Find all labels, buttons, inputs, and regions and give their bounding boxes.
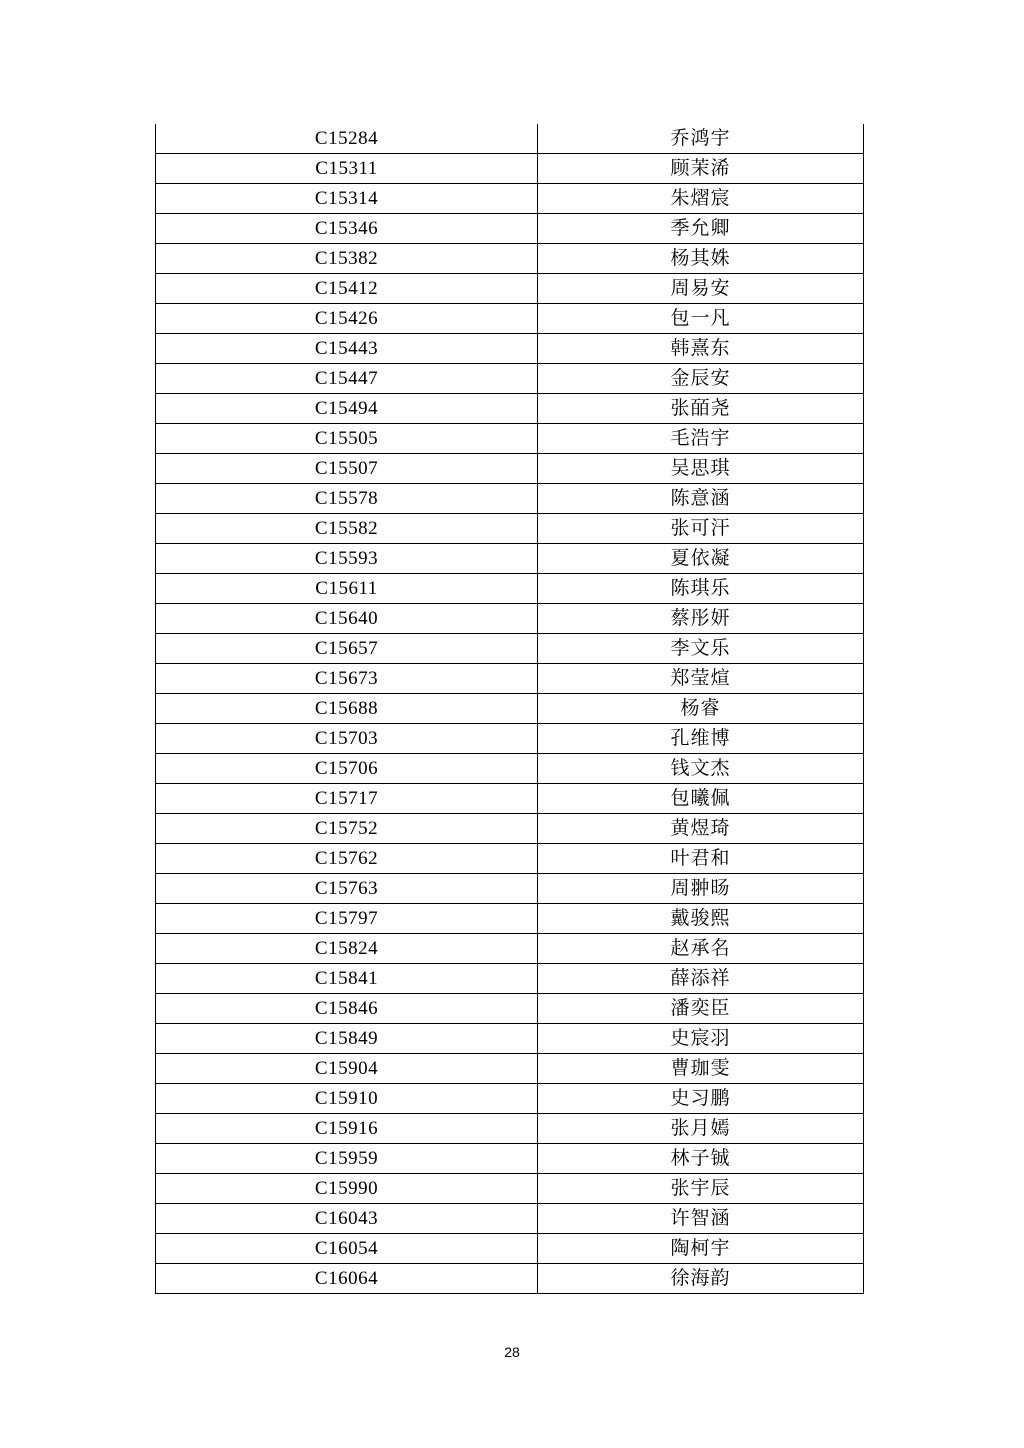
table-row (156, 634, 864, 664)
student-id-cell: C15426 (156, 304, 538, 334)
student-id-cell: C15657 (156, 634, 538, 664)
table-row (156, 604, 864, 634)
table-row (156, 394, 864, 424)
student-name-cell: 林子铖 (538, 1144, 864, 1174)
student-id-cell: C15311 (156, 154, 538, 184)
student-id-cell: C15717 (156, 784, 538, 814)
student-id-cell: C15904 (156, 1054, 538, 1084)
student-id-cell: C15916 (156, 1114, 538, 1144)
student-id-cell: C16054 (156, 1234, 538, 1264)
table-row (156, 304, 864, 334)
student-id-cell: C15494 (156, 394, 538, 424)
table-row (156, 694, 864, 724)
student-id-cell: C15910 (156, 1084, 538, 1114)
student-name-cell: 张宇辰 (538, 1174, 864, 1204)
table-row (156, 334, 864, 364)
student-id-cell: C15382 (156, 244, 538, 274)
student-id-cell: C15611 (156, 574, 538, 604)
student-name-cell: 孔维博 (538, 724, 864, 754)
student-id-cell: C15346 (156, 214, 538, 244)
table-row (156, 784, 864, 814)
student-name-cell: 赵承名 (538, 934, 864, 964)
student-name-cell: 潘奕臣 (538, 994, 864, 1024)
table-row (156, 124, 864, 154)
student-id-cell: C15640 (156, 604, 538, 634)
student-name-cell: 徐海韵 (538, 1264, 864, 1294)
table-row (156, 1084, 864, 1114)
table-row (156, 1174, 864, 1204)
table-row (156, 814, 864, 844)
student-name-cell: 张可汗 (538, 514, 864, 544)
student-id-cell: C16043 (156, 1204, 538, 1234)
student-id-cell: C15763 (156, 874, 538, 904)
table-row (156, 1114, 864, 1144)
table-row (156, 754, 864, 784)
table-row (156, 904, 864, 934)
student-name-cell: 黄煜琦 (538, 814, 864, 844)
student-id-cell: C15703 (156, 724, 538, 754)
student-id-cell: C15314 (156, 184, 538, 214)
student-id-cell: C15505 (156, 424, 538, 454)
student-name-cell: 陈意涵 (538, 484, 864, 514)
student-name-cell: 蔡彤妍 (538, 604, 864, 634)
student-name-cell: 吴思琪 (538, 454, 864, 484)
table-row (156, 364, 864, 394)
student-id-cell: C15412 (156, 274, 538, 304)
table-row (156, 484, 864, 514)
student-id-cell: C15578 (156, 484, 538, 514)
roster-table-body (156, 124, 864, 1294)
student-name-cell: 郑莹煊 (538, 664, 864, 694)
student-name-cell: 包曦佩 (538, 784, 864, 814)
page-number: 28 (504, 1344, 520, 1360)
student-name-cell: 顾茉浠 (538, 154, 864, 184)
student-id-cell: C15507 (156, 454, 538, 484)
table-row (156, 244, 864, 274)
table-row (156, 184, 864, 214)
student-name-cell: 叶君和 (538, 844, 864, 874)
student-name-cell: 包一凡 (538, 304, 864, 334)
student-name-cell: 毛浩宇 (538, 424, 864, 454)
student-id-cell: C15990 (156, 1174, 538, 1204)
student-name-cell: 韩熹东 (538, 334, 864, 364)
student-name-cell: 曹珈雯 (538, 1054, 864, 1084)
student-id-cell: C15593 (156, 544, 538, 574)
table-row (156, 934, 864, 964)
table-row (156, 1144, 864, 1174)
student-id-cell: C15959 (156, 1144, 538, 1174)
student-name-cell: 张皕尧 (538, 394, 864, 424)
student-id-cell: C15447 (156, 364, 538, 394)
student-name-cell: 史宸羽 (538, 1024, 864, 1054)
student-name-cell: 乔鸿宇 (538, 124, 864, 154)
table-row (156, 964, 864, 994)
student-name-cell: 薛添祥 (538, 964, 864, 994)
table-row (156, 724, 864, 754)
table-row (156, 1024, 864, 1054)
table-row (156, 874, 864, 904)
table-row (156, 994, 864, 1024)
student-id-cell: C15706 (156, 754, 538, 784)
student-name-cell: 陈琪乐 (538, 574, 864, 604)
student-name-cell: 杨其姝 (538, 244, 864, 274)
table-row (156, 1234, 864, 1264)
table-row (156, 1054, 864, 1084)
student-id-cell: C15673 (156, 664, 538, 694)
student-name-cell: 杨睿 (538, 694, 864, 724)
student-name-cell: 戴骏熙 (538, 904, 864, 934)
table-row (156, 154, 864, 184)
table-row (156, 514, 864, 544)
student-id-cell: C15443 (156, 334, 538, 364)
student-id-cell: C16064 (156, 1264, 538, 1294)
student-name-cell: 钱文杰 (538, 754, 864, 784)
roster-table (155, 124, 864, 1294)
student-id-cell: C15284 (156, 124, 538, 154)
student-name-cell: 金辰安 (538, 364, 864, 394)
student-id-cell: C15824 (156, 934, 538, 964)
student-name-cell: 朱熠宸 (538, 184, 864, 214)
student-name-cell: 夏依凝 (538, 544, 864, 574)
student-id-cell: C15582 (156, 514, 538, 544)
student-id-cell: C15846 (156, 994, 538, 1024)
student-name-cell: 张月嫣 (538, 1114, 864, 1144)
student-name-cell: 周易安 (538, 274, 864, 304)
student-name-cell: 李文乐 (538, 634, 864, 664)
student-id-cell: C15752 (156, 814, 538, 844)
student-id-cell: C15841 (156, 964, 538, 994)
student-id-cell: C15849 (156, 1024, 538, 1054)
table-row (156, 544, 864, 574)
student-id-cell: C15688 (156, 694, 538, 724)
student-name-cell: 史习鹏 (538, 1084, 864, 1114)
student-id-cell: C15797 (156, 904, 538, 934)
table-row (156, 274, 864, 304)
table-row (156, 574, 864, 604)
student-name-cell: 陶柯宇 (538, 1234, 864, 1264)
table-row (156, 844, 864, 874)
table-row (156, 664, 864, 694)
table-row (156, 454, 864, 484)
student-id-cell: C15762 (156, 844, 538, 874)
table-row (156, 214, 864, 244)
table-row (156, 424, 864, 454)
student-name-cell: 许智涵 (538, 1204, 864, 1234)
table-row (156, 1204, 864, 1234)
table-row (156, 1264, 864, 1294)
student-name-cell: 季允卿 (538, 214, 864, 244)
student-name-cell: 周翀旸 (538, 874, 864, 904)
